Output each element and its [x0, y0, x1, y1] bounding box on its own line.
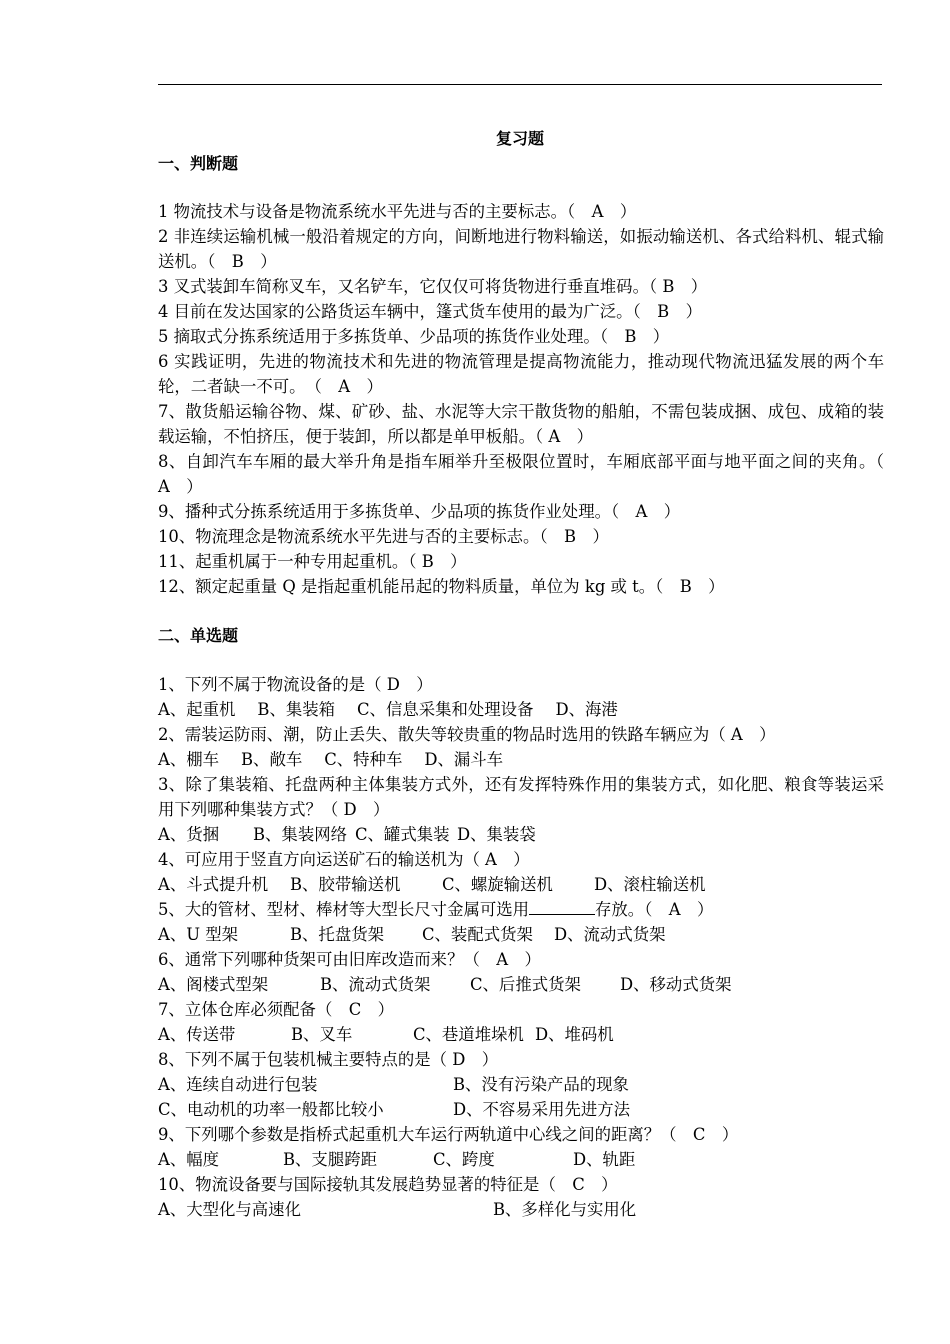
- answer-blank: [529, 898, 595, 915]
- option: A、连续自动进行包装: [158, 1075, 318, 1094]
- list-item: 9、播种式分拣系统适用于多拣货单、少品项的拣货作业处理。（ A ）: [158, 502, 681, 521]
- option: C、电动机的功率一般都比较小: [158, 1100, 384, 1119]
- question-4: 4、可应用于竖直方向运送矿石的输送机为（ A ）: [158, 850, 530, 869]
- list-item: 8、自卸汽车车厢的最大举升角是指车厢举升至极限位置时，车厢底部平面与地平面之间的夹角。（ A ）: [158, 452, 901, 496]
- option: B、集装网络: [253, 825, 347, 844]
- list-item: 2 非连续运输机械一般沿着规定的方向，间断地进行物料输送，如振动输送机、各式给料机、辊式输送机。（ B ）: [158, 227, 884, 271]
- list-item: 7、散货船运输谷物、煤、矿砂、盐、水泥等大宗干散货物的船舶，不需包装成捆、成包、成箱的装载运输，不怕挤压，便于装卸，所以都是单甲板船。（ A ）: [158, 402, 884, 446]
- option: B、胶带输送机: [290, 875, 401, 894]
- list-item: 10、物流理念是物流系统水平先进与否的主要标志。（ B ）: [158, 527, 609, 546]
- question-7-options: [158, 1022, 884, 1047]
- option: C、后推式货架: [470, 975, 581, 994]
- option: D、不容易采用先进方法: [453, 1100, 631, 1119]
- option: B、集装箱: [257, 700, 336, 719]
- page-title: 复习题: [495, 129, 544, 148]
- option: A、U 型架: [158, 925, 239, 944]
- option: B、多样化与实用化: [493, 1200, 637, 1219]
- question-10: 10、物流设备要与国际接轨其发展趋势显著的特征是（ C ）: [158, 1175, 618, 1194]
- question-8: 8、下列不属于包装机械主要特点的是（ D ）: [158, 1050, 499, 1069]
- option: C、巷道堆垛机: [413, 1025, 524, 1044]
- list-item: 12、额定起重量 Q 是指起重机能吊起的物料质量，单位为 kg 或 t。（ B ）: [158, 577, 725, 596]
- option: A、幅度: [158, 1150, 220, 1169]
- question-5: [158, 897, 884, 922]
- option: C、信息采集和处理设备: [357, 700, 534, 719]
- question-9-options: [158, 1147, 884, 1172]
- option: B、托盘货架: [290, 925, 384, 944]
- question-5-tail: 存放。（ A ）: [595, 900, 714, 919]
- section-heading-single-choice: 二、单选题: [158, 626, 239, 645]
- option: A、传送带: [158, 1025, 236, 1044]
- option: C、螺旋输送机: [442, 875, 553, 894]
- option: B、支腿跨距: [283, 1150, 377, 1169]
- option: D、滚柱输送机: [594, 875, 706, 894]
- question-1: 1、下列不属于物流设备的是（ D ）: [158, 675, 433, 694]
- option: A、货捆: [158, 825, 220, 844]
- question-1-options: [158, 697, 884, 722]
- list-item: 5 摘取式分拣系统适用于多拣货单、少品项的拣货作业处理。（ B ）: [158, 327, 670, 346]
- option: C、跨度: [433, 1150, 495, 1169]
- option: D、流动式货架: [554, 925, 666, 944]
- option: D、移动式货架: [620, 975, 732, 994]
- list-item: 6 实践证明，先进的物流技术和先进的物流管理是提高物流能力，推动现代物流迅猛发展的两个车轮，二者缺一不可。 （ A ）: [158, 352, 884, 396]
- option: B、敞车: [241, 750, 303, 769]
- question-5-text: 5、大的管材、型材、棒材等大型长尺寸金属可选用: [158, 900, 530, 919]
- list-item: 3 叉式装卸车简称叉车，又名铲车，它仅仅可将货物进行垂直堆码。（ B ）: [158, 277, 708, 296]
- question-6: 6、通常下列哪种货架可由旧库改造而来？（ A ）: [158, 950, 541, 969]
- judgment-list: [158, 199, 901, 599]
- option: A、阁楼式型架: [158, 975, 269, 994]
- option: C、罐式集装: [355, 825, 450, 844]
- question-8-options-row2: [158, 1097, 884, 1122]
- question-5-options: [158, 922, 884, 947]
- option: D、轨距: [573, 1150, 636, 1169]
- question-3-options: [158, 822, 884, 847]
- option: B、叉车: [291, 1025, 353, 1044]
- question-2: 2、需装运防雨、潮，防止丢失、散失等较贵重的物品时选用的铁路车辆应为（ A ）: [158, 725, 776, 744]
- list-item: 11、起重机属于一种专用起重机。（ B ）: [158, 552, 467, 571]
- option: D、堆码机: [535, 1025, 614, 1044]
- question-3: 3、除了集装箱、托盘两种主体集装方式外，还有发挥特殊作用的集装方式，如化肥、粮食等装运采用下列哪种集装方式？（ D ）: [158, 775, 884, 819]
- list-item: 4 目前在发达国家的公路货运车辆中，篷式货车使用的最为广泛。（ B ）: [158, 302, 702, 321]
- question-4-options: [158, 872, 884, 897]
- section-heading-judgment: 一、判断题: [158, 154, 239, 173]
- header-rule: [158, 84, 882, 85]
- option: C、装配式货架: [422, 925, 533, 944]
- question-2-options: [158, 747, 884, 772]
- question-9: 9、下列哪个参数是指桥式起重机大车运行两轨道中心线之间的距离？（ C ）: [158, 1125, 739, 1144]
- question-8-options-row1: [158, 1072, 884, 1097]
- option: B、没有污染产品的现象: [453, 1075, 629, 1094]
- option: B、流动式货架: [320, 975, 431, 994]
- list-item: 1 物流技术与设备是物流系统水平先进与否的主要标志。（ A ）: [158, 202, 637, 221]
- question-6-options: [158, 972, 884, 997]
- option: A、斗式提升机: [158, 875, 269, 894]
- single-choice-list: [158, 672, 884, 1222]
- option: A、棚车: [158, 750, 220, 769]
- question-10-options: [158, 1197, 884, 1222]
- option: A、大型化与高速化: [158, 1200, 301, 1219]
- option: D、漏斗车: [424, 750, 504, 769]
- option: A、起重机: [158, 700, 236, 719]
- option: C、特种车: [324, 750, 403, 769]
- question-7: 7、立体仓库必须配备（ C ）: [158, 1000, 395, 1019]
- option: D、集装袋: [457, 825, 536, 844]
- option: D、海港: [555, 700, 618, 719]
